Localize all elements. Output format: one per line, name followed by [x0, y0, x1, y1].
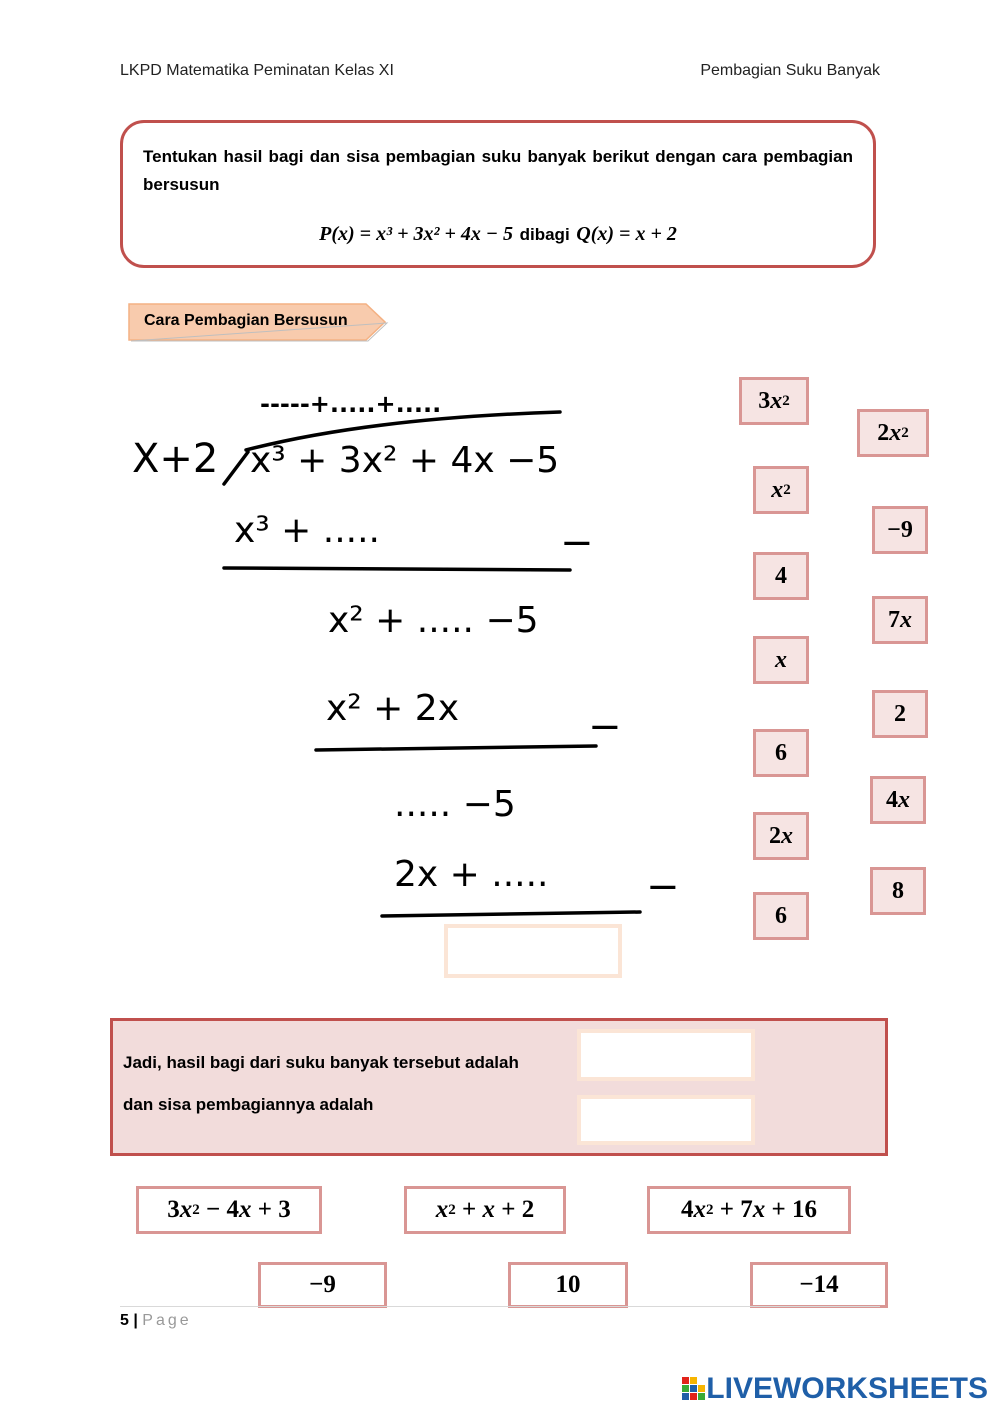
draggable-term-chip[interactable]	[739, 377, 809, 425]
logo-text: LIVEWORKSHEETS	[706, 1372, 988, 1405]
remainder-option-chip[interactable]: −9	[258, 1262, 387, 1308]
term-variable: x	[898, 786, 910, 813]
minus-sign-1: −	[560, 520, 594, 566]
term-coefficient: 2	[894, 700, 906, 727]
term-variable: x	[482, 1196, 495, 1223]
liveworksheets-logo	[682, 1372, 988, 1406]
term-text: +	[455, 1196, 483, 1223]
subtract-line-1	[224, 568, 570, 570]
term-variable: x	[752, 1196, 766, 1223]
term-coefficient: 3	[758, 387, 771, 414]
term-variable: x	[239, 1196, 252, 1223]
draggable-term-chip[interactable]	[753, 729, 809, 777]
remainder-answer-dropzone[interactable]	[577, 1095, 755, 1145]
term-coefficient: 4	[886, 786, 898, 813]
draggable-term-chip[interactable]	[870, 776, 926, 824]
equation-p: P(x) = x³ + 3x² + 4x − 5	[319, 223, 513, 245]
term-variable: x	[771, 476, 784, 503]
term-coefficient: 6	[775, 739, 787, 766]
draggable-term-chip[interactable]	[753, 466, 809, 514]
equation-q: Q(x) = x + 2	[576, 223, 677, 245]
page-word: Page	[142, 1312, 192, 1329]
draggable-term-chip[interactable]	[753, 812, 809, 860]
quotient-option-chip[interactable]	[404, 1186, 566, 1234]
draggable-term-chip[interactable]	[872, 596, 928, 644]
conclusion-quotient-text: Jadi, hasil bagi dari suku banyak tersebut adalah	[123, 1053, 519, 1072]
term-coefficient: 4	[775, 562, 787, 589]
term-variable: x	[889, 419, 902, 446]
step-5: 2x + .....	[394, 854, 549, 895]
subtract-line-3	[382, 912, 640, 916]
term-text: − 4	[199, 1196, 239, 1223]
term-exponent: 2	[192, 1201, 200, 1218]
term-text: + 16	[765, 1196, 817, 1223]
header-right: Pembagian Suku Banyak	[700, 62, 880, 79]
quotient-blanks: -----+.....+.....	[260, 390, 442, 418]
quotient-option-chip[interactable]	[136, 1186, 322, 1234]
page-separator: |	[128, 1312, 143, 1329]
term-text: 4	[681, 1196, 694, 1223]
term-variable: x	[435, 1196, 449, 1223]
remainder-option-chip[interactable]: 10	[508, 1262, 628, 1308]
page-number: 5	[120, 1312, 129, 1329]
division-bracket-side	[224, 452, 248, 484]
subtract-line-2	[316, 746, 596, 750]
term-coefficient: 6	[775, 902, 787, 929]
term-exponent: 2	[901, 424, 909, 441]
equation-word: dibagi	[519, 225, 570, 244]
draggable-term-chip[interactable]	[753, 636, 809, 684]
term-exponent: 2	[706, 1201, 714, 1218]
term-coefficient: 2	[877, 419, 890, 446]
term-variable: x	[179, 1196, 193, 1223]
term-exponent: 2	[448, 1201, 456, 1218]
quotient-option-chip[interactable]	[647, 1186, 851, 1234]
draggable-term-chip[interactable]	[753, 892, 809, 940]
term-text: + 7	[713, 1196, 753, 1223]
term-text: 3	[167, 1196, 180, 1223]
conclusion-panel	[110, 1018, 888, 1156]
draggable-term-chip[interactable]	[872, 690, 928, 738]
draggable-term-chip[interactable]	[870, 867, 926, 915]
minus-sign-2: −	[588, 704, 622, 750]
ribbon-label: Cara Pembagian Bersusun	[144, 312, 348, 329]
divisor: X+2	[132, 436, 219, 482]
step-2: x² + ..... −5	[328, 600, 539, 641]
term-exponent: 2	[782, 392, 790, 409]
term-variable: x	[770, 387, 783, 414]
task-instruction: Tentukan hasil bagi dan sisa pembagian suku banyak berikut dengan cara pembagian bersusun	[143, 147, 853, 194]
page-footer	[120, 1312, 192, 1330]
draggable-term-chip[interactable]	[753, 552, 809, 600]
draggable-term-chip[interactable]	[872, 506, 928, 554]
header-left: LKPD Matematika Peminatan Kelas XI	[120, 62, 394, 79]
term-text: + 3	[251, 1196, 291, 1223]
term-coefficient: 2	[769, 822, 781, 849]
dividend: x³ + 3x² + 4x −5	[250, 440, 560, 481]
logo-blocks-icon	[682, 1377, 706, 1401]
step-4: ..... −5	[394, 784, 516, 825]
term-variable: x	[693, 1196, 706, 1223]
conclusion-remainder-text: dan sisa pembagiannya adalah	[123, 1095, 374, 1114]
step-1: x³ + .....	[234, 510, 381, 551]
long-division-work	[120, 380, 700, 940]
term-coefficient: −9	[887, 516, 913, 543]
final-remainder-dropzone[interactable]	[444, 924, 622, 978]
footer-divider	[120, 1306, 880, 1307]
term-variable: x	[775, 646, 787, 673]
task-equation	[123, 223, 873, 246]
term-variable: x	[900, 606, 912, 633]
term-coefficient: 8	[892, 877, 904, 904]
section-ribbon	[128, 303, 386, 341]
term-text: + 2	[495, 1196, 535, 1223]
term-variable: x	[781, 822, 793, 849]
draggable-term-chip[interactable]	[857, 409, 929, 457]
quotient-answer-dropzone[interactable]	[577, 1029, 755, 1081]
term-exponent: 2	[783, 481, 791, 498]
task-box	[120, 120, 876, 268]
step-3: x² + 2x	[326, 688, 459, 729]
remainder-option-chip[interactable]: −14	[750, 1262, 888, 1308]
term-coefficient: 7	[888, 606, 900, 633]
minus-sign-3: −	[646, 864, 680, 910]
